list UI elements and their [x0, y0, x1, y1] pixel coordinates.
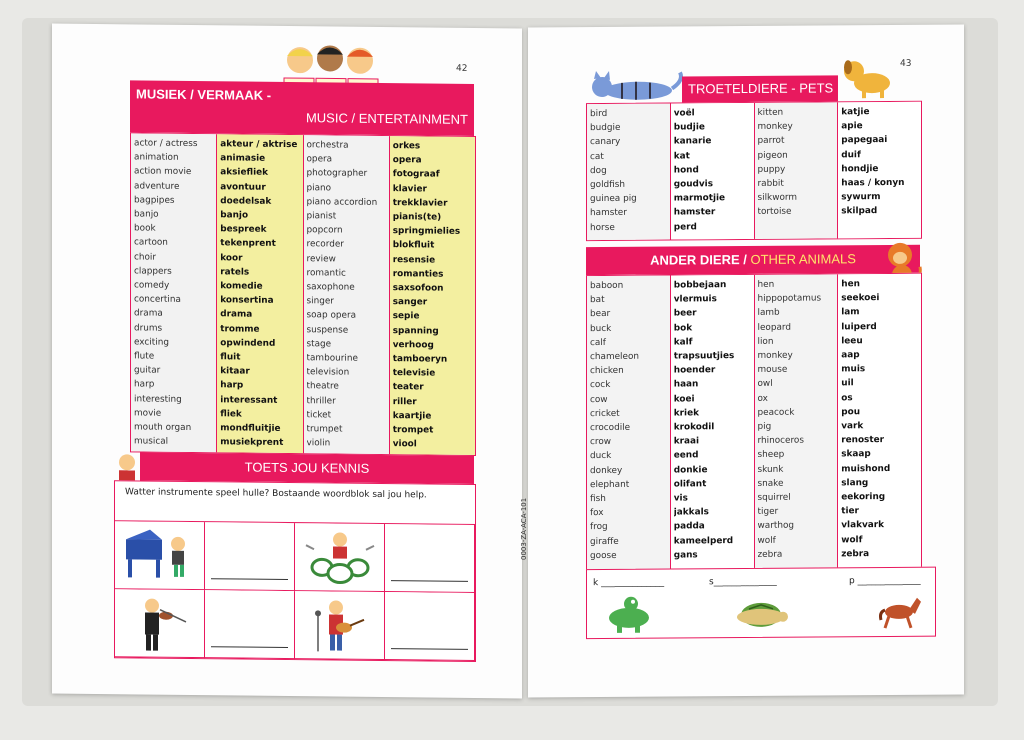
vocab-word: konsertina	[220, 295, 274, 307]
vocab-word: trompet	[392, 425, 434, 436]
quiz-answer-1[interactable]	[205, 522, 295, 591]
vocab-word: piano accordion	[306, 197, 378, 208]
vocab-word: vlermuis	[673, 294, 717, 305]
vocab-word: choir	[134, 252, 157, 263]
vocab-word: renoster	[841, 435, 884, 446]
vocab-word: piano	[306, 182, 332, 194]
vocab-word: leopard	[757, 322, 792, 333]
vocab-word: parrot	[757, 136, 785, 147]
fill-s[interactable]: s______________	[709, 576, 777, 588]
vocab-word: cow	[590, 394, 608, 405]
vocab-word: uil	[841, 378, 854, 389]
vocab-word: elephant	[590, 479, 630, 490]
vocab-word: ratels	[220, 267, 250, 278]
left-page	[52, 24, 522, 699]
vocab-word: krokodil	[673, 422, 715, 433]
vocab-word: drama	[220, 309, 253, 321]
vocab-word: animation	[134, 152, 179, 164]
fill-k[interactable]: k ______________	[593, 577, 665, 589]
vocab-word: sepie	[392, 311, 420, 322]
vocab-word: giraffe	[590, 536, 619, 547]
vocab-word: bat	[590, 295, 605, 306]
vocab-word: singer	[306, 296, 334, 307]
vocab-word: puppy	[757, 164, 786, 175]
vocab-word: kraai	[673, 436, 700, 447]
vocab-word: animasie	[220, 153, 266, 164]
vocab-word: muis	[841, 364, 866, 375]
vocab-word: bespreek	[220, 224, 267, 236]
vocab-word: zebra	[757, 549, 783, 560]
vocab-word: padda	[673, 521, 705, 532]
answer-line[interactable]	[211, 578, 288, 580]
vocab-word: blokfluit	[392, 240, 435, 251]
vocab-word: koei	[673, 393, 695, 405]
vocab-word: luiperd	[841, 321, 877, 332]
vocab-word: orchestra	[306, 140, 349, 151]
vocab-word: trapsuutjies	[673, 351, 735, 362]
vocab-word: canary	[590, 137, 621, 148]
vocab-word: stage	[306, 339, 332, 350]
vocab-word: voël	[673, 108, 695, 119]
vocab-word: rhinoceros	[757, 435, 804, 447]
vocab-word: seekoei	[841, 293, 880, 304]
vocab-word: leeu	[841, 335, 863, 347]
page-number-left: 42	[456, 63, 468, 74]
other-col2-en	[755, 274, 839, 569]
vocab-word: slang	[841, 477, 869, 489]
music-vocab-table	[130, 132, 476, 456]
vocab-word: duck	[590, 451, 612, 462]
vocab-word: televisie	[392, 368, 436, 379]
vocab-word: sywurm	[841, 192, 881, 203]
vocab-word: sanger	[392, 297, 428, 308]
other-col2-af	[838, 274, 921, 569]
vocab-word: recorder	[306, 239, 344, 251]
vocab-word: flute	[134, 351, 155, 362]
vocab-word: pigeon	[757, 150, 788, 161]
vocab-word: kaartjie	[392, 410, 432, 422]
vocab-word: book	[134, 223, 156, 234]
vocab-word: perd	[673, 221, 697, 233]
pets-header	[682, 75, 838, 102]
vocab-word: fliek	[220, 409, 242, 420]
vocab-word: hond	[673, 165, 699, 176]
pets-title-en: - PETS	[787, 80, 834, 96]
vocab-word: zebra	[841, 548, 870, 560]
vocab-word: crow	[590, 437, 612, 448]
quiz-title: TOETS JOU KENNIS	[244, 459, 370, 476]
vocab-word: fish	[590, 494, 606, 505]
vocab-word: hoender	[673, 365, 716, 376]
vocab-word: vlakvark	[841, 520, 885, 531]
vocab-word: guitar	[134, 365, 161, 376]
vocab-word: romanties	[392, 268, 444, 280]
vocab-word: action movie	[134, 166, 192, 178]
other-animals-vocab-table	[586, 273, 922, 571]
other-title-af: ANDER DIERE /	[650, 251, 747, 268]
quiz-violinist-picture	[115, 589, 205, 658]
other-animals-title	[586, 251, 920, 268]
vocab-word: jakkals	[673, 507, 709, 518]
vocab-word: bird	[590, 108, 608, 120]
vocab-word: buck	[590, 323, 612, 334]
vocab-word: kitten	[757, 107, 784, 118]
vocab-word: spanning	[392, 325, 439, 337]
vocab-word: harp	[220, 380, 244, 391]
vocab-word: owl	[757, 379, 773, 390]
quiz-instruction-box	[114, 480, 476, 526]
fill-p[interactable]: p ______________	[849, 575, 921, 587]
vocab-word: haan	[673, 379, 699, 390]
pets-title-af: TROETELDIERE	[688, 80, 788, 97]
vocab-word: budjie	[673, 122, 705, 133]
music-title-af: MUSIEK / VERMAAK -	[136, 86, 272, 103]
vocab-word: rabbit	[757, 178, 784, 189]
answer-line[interactable]	[211, 646, 288, 648]
answer-line[interactable]	[391, 580, 468, 582]
vocab-word: haas / konyn	[841, 177, 905, 189]
vocab-word: katjie	[841, 107, 870, 118]
vocab-word: romantic	[306, 268, 346, 279]
right-page	[528, 24, 964, 697]
other-animals-header	[586, 245, 920, 275]
vocab-word: baboon	[590, 280, 624, 292]
vocab-word: cat	[590, 151, 604, 162]
vocab-word: avontuur	[220, 181, 266, 193]
vocab-word: kriek	[673, 408, 699, 419]
quiz-instruction: Watter instrumente speel hulle? Bostaande woordblok sal jou help.	[125, 487, 427, 501]
music-col1-af	[217, 134, 303, 453]
vocab-word: peacock	[757, 407, 795, 418]
vocab-word: harp	[134, 379, 155, 391]
vocab-word: orkes	[392, 141, 421, 152]
vocab-word: soap opera	[306, 310, 357, 322]
vocab-word: frog	[590, 522, 608, 533]
vocab-word: sheep	[757, 450, 785, 461]
vocab-word: kalf	[673, 337, 693, 348]
vocab-word: monkey	[757, 121, 793, 133]
vocab-word: saxsofoon	[392, 283, 444, 294]
vocab-word: guinea pig	[590, 193, 637, 205]
vocab-word: chicken	[590, 366, 624, 377]
vocab-word: wolf	[757, 535, 776, 546]
vocab-word: kat	[673, 151, 690, 162]
vocab-word: olifant	[673, 479, 707, 490]
vocab-word: resensie	[392, 254, 436, 266]
vocab-word: hamster	[673, 207, 716, 218]
vocab-word: opera	[306, 154, 333, 165]
quiz-grid	[114, 520, 476, 662]
side-code: 0003-ZA-ACA-101	[520, 497, 528, 560]
horse-icon	[877, 592, 925, 630]
vocab-word: exciting	[134, 337, 169, 348]
tortoise-icon	[731, 597, 789, 633]
vocab-word: concertina	[134, 294, 181, 306]
vocab-word: goose	[590, 550, 617, 561]
pets-vocab-table	[586, 101, 922, 241]
quiz-answer-3[interactable]	[205, 590, 295, 659]
vocab-word: wolf	[841, 534, 863, 545]
vocab-word: snake	[757, 478, 784, 489]
vocab-word: calf	[590, 337, 606, 348]
quiz-answer-2[interactable]	[385, 524, 475, 593]
other-col1-en	[587, 276, 671, 571]
vocab-word: theatre	[306, 381, 339, 392]
vocab-word: tekenprent	[220, 238, 276, 250]
pets-col1-en	[587, 104, 671, 241]
vocab-word: saxophone	[306, 282, 355, 293]
vocab-word: akteur / aktrise	[220, 139, 298, 151]
pets-col2-af	[838, 102, 921, 239]
answer-line[interactable]	[391, 648, 468, 650]
vocab-word: klavier	[392, 183, 427, 195]
vocab-word: vark	[841, 421, 864, 432]
vocab-word: pianist	[306, 211, 337, 222]
vocab-word: mouth organ	[134, 422, 192, 434]
vocab-word: bok	[673, 322, 693, 334]
vocab-word: hamster	[590, 208, 627, 219]
vocab-word: drama	[134, 308, 163, 320]
pets-title	[688, 80, 833, 96]
vocab-word: tambourine	[306, 353, 358, 364]
vocab-word: banjo	[134, 209, 159, 220]
vocab-word: hippopotamus	[757, 293, 822, 305]
vocab-word: doedelsak	[220, 196, 272, 207]
vocab-word: skunk	[757, 464, 784, 475]
vocab-word: skilpad	[841, 206, 878, 217]
cat-icon	[586, 70, 686, 105]
vocab-word: tromme	[220, 323, 260, 335]
vocab-word: eekoring	[841, 492, 886, 503]
vocab-word: review	[306, 253, 336, 265]
vocab-word: musiekprent	[220, 437, 284, 449]
music-header	[130, 80, 474, 136]
quiz-pianist-picture	[115, 521, 205, 590]
animal-fill-in-box	[586, 567, 936, 639]
vocab-word: pig	[757, 421, 772, 432]
vocab-word: drums	[134, 323, 163, 334]
vocab-word: trekklavier	[392, 197, 448, 209]
vocab-word: opwindend	[220, 338, 276, 349]
vocab-word: fotograaf	[392, 169, 440, 181]
vocab-word: goudvis	[673, 179, 713, 190]
vocab-word: adventure	[134, 181, 180, 192]
vocab-word: actor / actress	[134, 138, 198, 150]
dog-icon	[838, 55, 898, 99]
vocab-word: dog	[590, 165, 607, 176]
vocab-word: pou	[841, 407, 861, 418]
music-col2-af	[390, 136, 475, 455]
vocab-word: kanarie	[673, 136, 712, 147]
vocab-word: lion	[757, 336, 774, 347]
quiz-guitarist-picture	[295, 591, 385, 660]
vocab-word: banjo	[220, 210, 249, 221]
vocab-word: koor	[220, 252, 243, 264]
vocab-word: mondfluitjie	[220, 423, 281, 434]
guitarist-icon	[300, 595, 380, 656]
vocab-word: budgie	[590, 123, 621, 134]
other-col1-af	[671, 275, 755, 570]
vocab-word: thriller	[306, 395, 336, 407]
vocab-word: lam	[841, 307, 860, 318]
vocab-word: tiger	[757, 507, 779, 518]
vocab-word: fluit	[220, 352, 241, 363]
vocab-word: interessant	[220, 394, 278, 406]
vocab-word: horse	[590, 222, 615, 233]
vocab-word: pianis(te)	[392, 212, 442, 223]
vocab-word: papegaai	[841, 135, 888, 146]
vocab-word: gans	[673, 550, 698, 561]
vocab-word: hondjie	[841, 163, 879, 175]
vocab-word: tamboeryn	[392, 354, 448, 365]
vocab-word: viool	[392, 439, 417, 450]
vocab-word: photographer	[306, 168, 368, 180]
vocab-word: tortoise	[757, 207, 792, 218]
vocab-word: bobbejaan	[673, 280, 727, 291]
vocab-word: clappers	[134, 266, 172, 277]
vocab-word: opera	[392, 155, 422, 166]
vocab-word: donkey	[590, 465, 623, 476]
vocab-word: eend	[673, 450, 699, 461]
music-title-en: MUSIC / ENTERTAINMENT	[305, 110, 468, 127]
vocab-word: aap	[841, 350, 860, 361]
vocab-word: hen	[841, 279, 860, 290]
other-title-en: OTHER ANIMALS	[746, 251, 856, 267]
vocab-word: chameleon	[590, 351, 640, 363]
vocab-word: aksiefliek	[220, 167, 269, 179]
violinist-icon	[120, 593, 200, 654]
vocab-word: squirrel	[757, 492, 791, 503]
vocab-word: cartoon	[134, 237, 168, 249]
vocab-word: duif	[841, 149, 861, 160]
vocab-word: musical	[134, 436, 169, 448]
quiz-drummer-picture	[295, 523, 385, 592]
vocab-word: apie	[841, 121, 863, 132]
vocab-word: mouse	[757, 364, 788, 376]
drummer-icon	[300, 527, 380, 588]
vocab-word: komedie	[220, 281, 263, 292]
vocab-word: os	[841, 392, 853, 403]
vocab-word: ticket	[306, 410, 332, 421]
quiz-header	[140, 452, 474, 483]
vocab-word: interesting	[134, 394, 182, 405]
vocab-word: trumpet	[306, 424, 343, 435]
quiz-answer-4[interactable]	[385, 592, 475, 661]
vocab-word: crocodile	[590, 422, 631, 434]
vocab-word: comedy	[134, 280, 170, 291]
vocab-word: beer	[673, 308, 697, 319]
vocab-word: teater	[392, 382, 424, 393]
vocab-word: monkey	[757, 350, 793, 361]
vocab-word: movie	[134, 408, 162, 419]
vocab-word: cricket	[590, 408, 620, 419]
quiz-mascot-icon	[114, 452, 140, 482]
vocab-word: hen	[757, 279, 775, 290]
vocab-word: suspense	[306, 324, 349, 336]
music-col2-en	[304, 135, 390, 454]
vocab-word: vis	[673, 493, 688, 504]
vocab-word: kameelperd	[673, 535, 734, 547]
vocab-word: lamb	[757, 308, 780, 319]
vocab-word: marmotjie	[673, 193, 726, 204]
vocab-word: skaap	[841, 449, 871, 460]
vocab-word: donkie	[673, 464, 708, 476]
crocodile-icon	[601, 596, 655, 634]
vocab-word: cock	[590, 380, 611, 391]
vocab-word: bagpipes	[134, 195, 175, 206]
vocab-word: verhoog	[392, 339, 434, 351]
vocab-word: springmielies	[392, 226, 461, 238]
pets-col2-en	[755, 102, 839, 239]
vocab-word: goldfish	[590, 179, 626, 191]
vocab-word: muishond	[841, 463, 891, 474]
vocab-word: riller	[392, 396, 417, 408]
vocab-word: fox	[590, 508, 604, 519]
pianist-icon	[120, 525, 200, 586]
vocab-word: kitaar	[220, 366, 250, 377]
vocab-word: bear	[590, 309, 611, 320]
music-col1-en	[131, 133, 217, 452]
vocab-word: warthog	[757, 521, 795, 532]
vocab-word: popcorn	[306, 225, 343, 236]
vocab-word: violin	[306, 438, 331, 449]
vocab-word: tier	[841, 506, 859, 517]
page-number-right: 43	[900, 58, 912, 69]
pets-col1-af	[671, 103, 755, 240]
vocab-word: television	[306, 367, 350, 378]
vocab-word: ox	[757, 393, 768, 404]
vocab-word: silkworm	[757, 192, 798, 204]
